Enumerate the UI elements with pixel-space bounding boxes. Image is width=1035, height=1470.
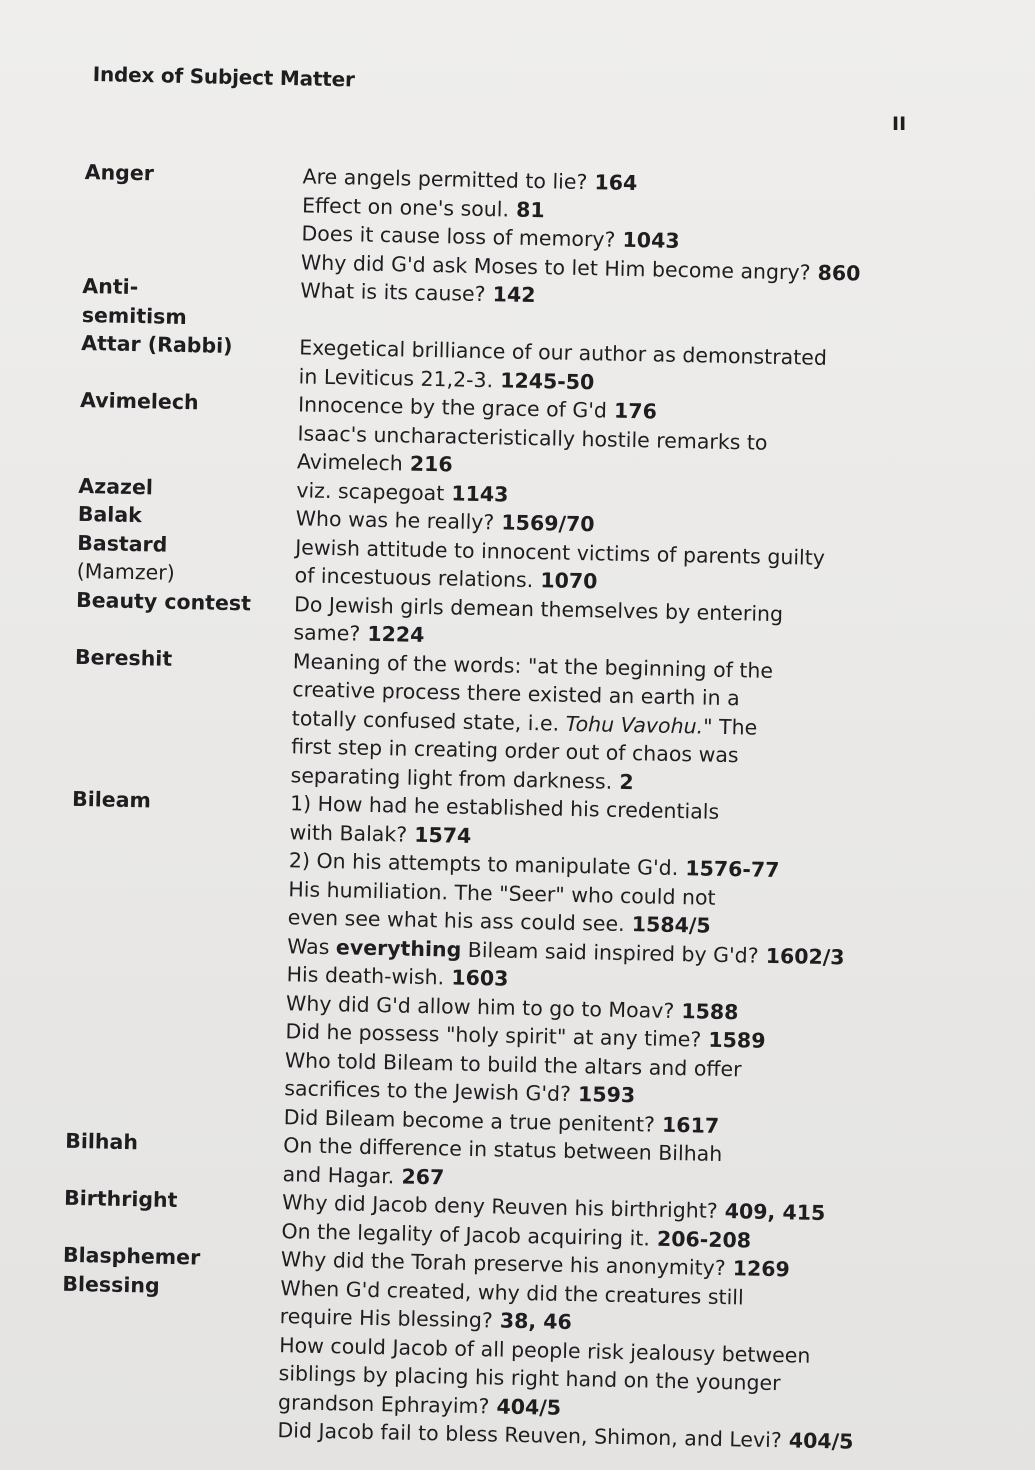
page-reference: 206-208: [656, 1226, 752, 1253]
index-term: Bileam: [71, 786, 152, 813]
page-reference: 1603: [451, 965, 509, 991]
index-subentry: [278, 1331, 862, 1428]
index-term: Bilhah: [65, 1128, 139, 1155]
subentry-text: Did Jacob fail to bless Reuven, Shimon, and Levi?: [277, 1418, 782, 1453]
italic-phrase: Tohu Vavohu.": [565, 711, 713, 739]
index-term: Blessing: [62, 1271, 160, 1298]
page-reference: 1602/3: [765, 943, 845, 969]
page-reference: 1593: [577, 1082, 636, 1108]
subentry-text: Who told Bileam to build the altars and offer sacrifices to the Jewish G'd?: [284, 1047, 742, 1106]
index-term: Blasphemer: [62, 1242, 201, 1270]
subentry-text: viz. scapegoat: [296, 477, 445, 505]
page-number: II: [892, 113, 907, 135]
subentry-text: Isaac's uncharacteristically hostile remarks to Avimelech: [296, 420, 768, 476]
page-reference: 1143: [451, 480, 509, 507]
page-reference: 404/5: [496, 1394, 562, 1420]
page-reference: 1269: [732, 1256, 791, 1282]
index-list: [59, 158, 885, 1456]
index-term: Birthright: [63, 1185, 178, 1213]
subentry-text-continued: The first step in creating order out of chaos was separating light from darkness.: [290, 714, 758, 794]
page-reference: 1574: [414, 822, 472, 848]
index-entry: [66, 785, 873, 1143]
subentry-text: Why did G'd allow him to go to Moav?: [285, 990, 675, 1023]
subentry-text: His death-wish.: [286, 962, 445, 990]
page-reference: 142: [492, 282, 536, 308]
subentry-text: of incestuous relations.: [294, 563, 534, 593]
index-term: Attar (Rabbi): [81, 330, 233, 358]
subentry-text: Does it cause loss of memory?: [301, 221, 616, 252]
index-term: Anger: [84, 159, 155, 186]
page-reference: 404/5: [788, 1428, 854, 1454]
subentry-text: Did Bileam become a true penitent?: [283, 1104, 656, 1137]
index-entry: [79, 386, 881, 488]
page-title: Index of Subject Matter: [92, 62, 355, 92]
index-term: Bastard: [77, 530, 168, 557]
index-subentries: [297, 390, 881, 487]
subentry-text: Was: [286, 933, 330, 959]
index-term: Azazel: [78, 473, 154, 499]
subentry-text: Exegetical brilliance of our author as demonstrated in Leviticus 21,2-3.: [298, 335, 828, 392]
subentry-text-continued: Bileam said inspired by G'd?: [467, 937, 759, 968]
index-term: Balak: [77, 501, 143, 528]
page-reference: 1589: [708, 1027, 766, 1053]
subentry-text: On the difference in status between Bilhah and Hagar.: [282, 1133, 723, 1188]
index-term: Bereshit: [74, 644, 173, 671]
page-reference: 1576-77: [685, 856, 780, 883]
subentry-text: Jewish attitude to innocent victims of parents guilty: [294, 534, 826, 570]
subentry-text: Did he possess "holy spirit" at any time?: [285, 1019, 702, 1052]
page-reference: 1070: [540, 568, 598, 594]
index-subentries: [290, 647, 875, 801]
subentry-text: Why did Jacob deny Reuven his birthright?: [281, 1190, 718, 1223]
page-reference: 216: [409, 451, 453, 477]
page-reference: 164: [594, 170, 638, 196]
subentry-text: Meaning of the words: "at the beginning of the creative process there existed an earth in a totally confused state, i.e.: [291, 648, 774, 736]
index-entry: [59, 1269, 862, 1456]
subentry-text: His humiliation. The "Seer" who could not even see what his ass could see.: [287, 876, 716, 936]
page-reference: 1617: [661, 1112, 720, 1138]
page-reference: 409, 415: [724, 1199, 826, 1226]
index-subentry: [290, 647, 875, 801]
page-reference: 2: [619, 769, 634, 794]
page-reference: 1043: [622, 227, 680, 253]
subentry-text: 1) How had he established his credentials with Balak?: [289, 791, 720, 847]
page-reference: 267: [401, 1164, 445, 1189]
subentry-text: When G'd created, why did the creatures still require His blessing?: [279, 1275, 744, 1333]
index-term: Avimelech: [79, 387, 199, 415]
subentry-text: 2) On his attempts to manipulate G'd.: [288, 848, 679, 881]
index-subentries: [301, 162, 885, 288]
page-reference: 176: [613, 398, 658, 424]
index-term: (Mamzer): [76, 558, 175, 585]
page-reference: 81: [515, 197, 545, 222]
index-term: Anti- semitism: [81, 273, 187, 329]
page-reference: 38, 46: [499, 1308, 573, 1335]
page-reference: 1584/5: [631, 912, 711, 938]
subentry-text: Are angels permitted to lie?: [302, 164, 588, 195]
page-reference: 860: [817, 260, 861, 286]
emphasized-word: everything: [335, 934, 462, 962]
subentry-text: Effect on one's soul.: [301, 192, 510, 222]
subentry-text: How could Jacob of all people risk jealousy between siblings by placing his right hand on the younger grandson Ephrayim?: [277, 1332, 811, 1418]
page-reference: 1569/70: [501, 510, 595, 537]
index-term: Beauty contest: [75, 587, 252, 615]
index-subentries: [277, 1274, 862, 1457]
index-entry: [72, 642, 875, 801]
subentry-text: Why did the Torah preserve his anonymity?: [280, 1247, 726, 1281]
index-entry: [83, 158, 885, 288]
index-subentries: [284, 789, 873, 1143]
page-reference: 1245-50: [500, 367, 595, 394]
page-reference: 1588: [681, 998, 739, 1024]
subentry-text: What is its cause?: [300, 278, 486, 307]
subentry-text: Who was he really?: [295, 506, 495, 535]
subentry-text: Do Jewish girls demean themselves by entering same?: [293, 591, 784, 646]
page-reference: 1224: [367, 621, 425, 647]
subentry-text: Innocence by the grace of G'd: [297, 392, 608, 423]
subentry-text: Why did G'd ask Moses to let Him become angry?: [300, 249, 811, 285]
subentry-text: On the legality of Jacob acquiring it.: [281, 1218, 651, 1251]
